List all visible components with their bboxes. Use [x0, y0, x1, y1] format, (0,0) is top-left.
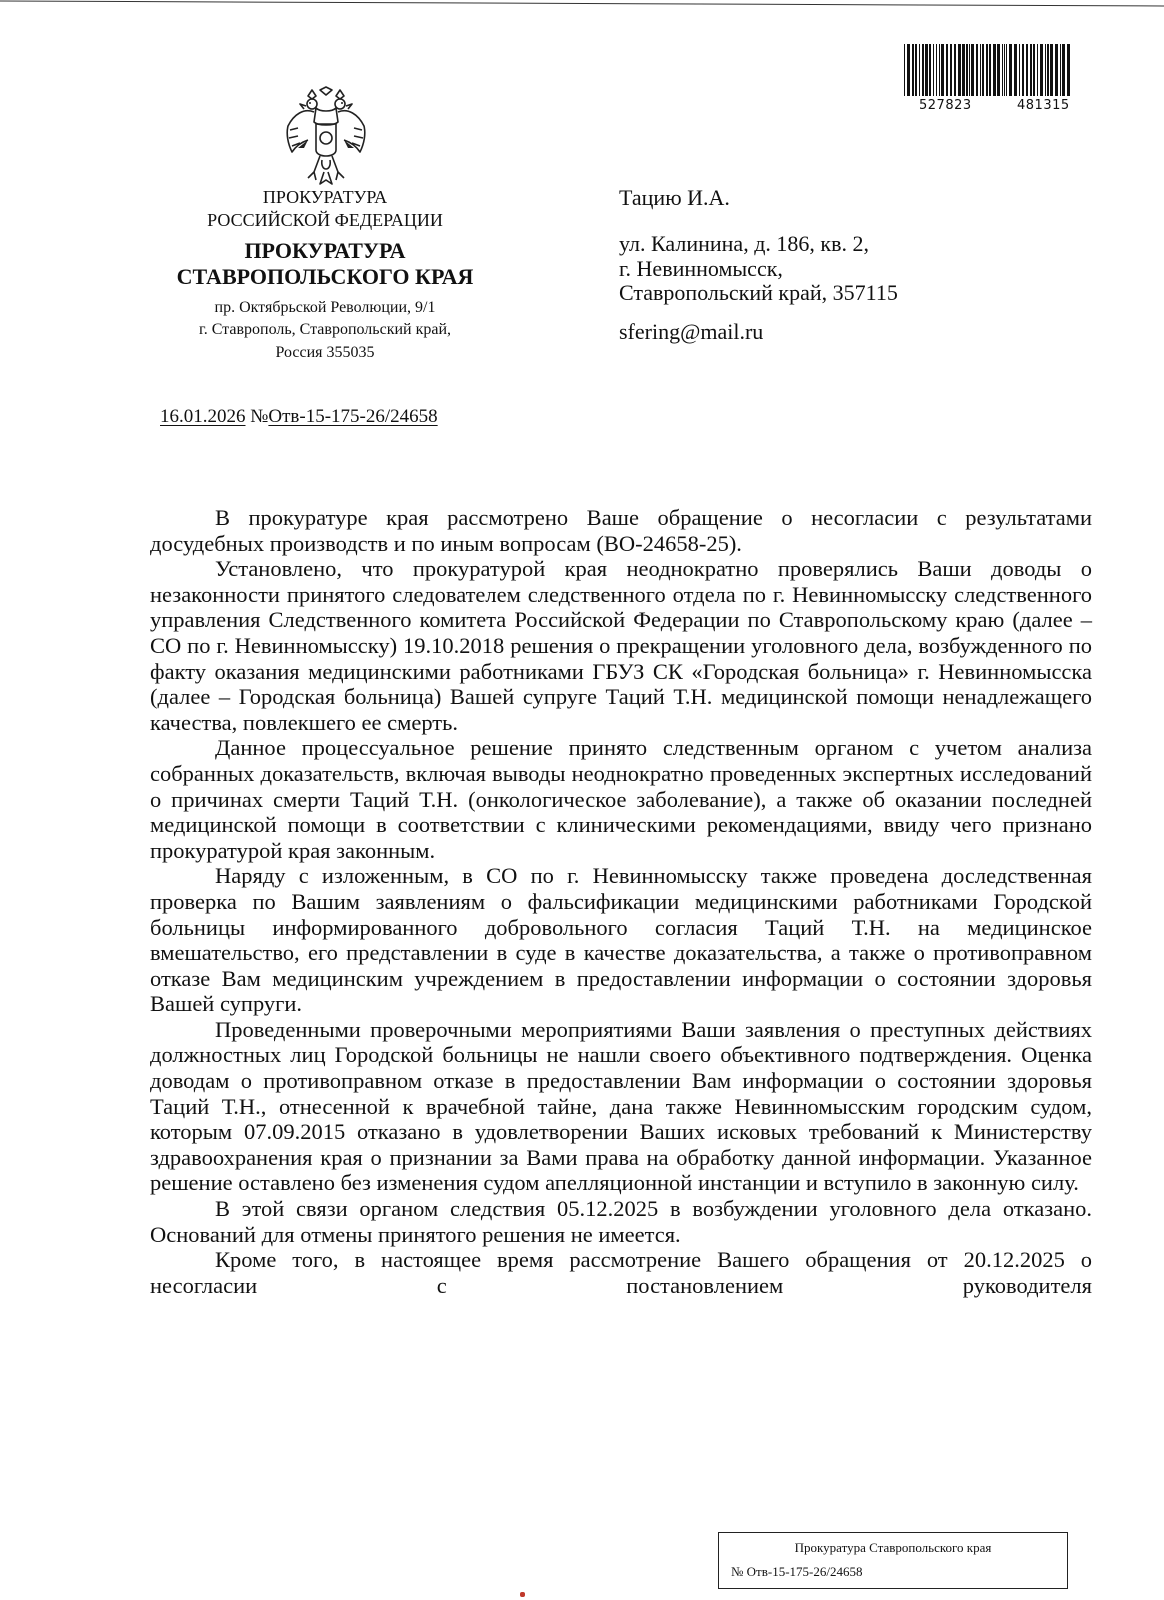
barcode [903, 44, 1073, 96]
sender-address [150, 297, 500, 364]
sender-header [150, 186, 500, 231]
sender-address-line-3: Россия 355035 [275, 343, 375, 361]
recipient-email: sfering@mail.ru [619, 319, 764, 344]
ink-mark [520, 1592, 525, 1597]
stamp-number-line [731, 1564, 862, 1580]
body-paragraph: В этой связи органом следствия 05.12.2025 в возбуждении уголовного дела отказано. Оснований для отмены принятого решения не имеется. [150, 1196, 1092, 1247]
recipient-address-line-1: ул. Калинина, д. 186, кв. 2, [619, 231, 869, 256]
sender-name [150, 238, 500, 291]
body-paragraph: Проведенными проверочными мероприятиями Ваши заявления о преступных действиях должностных лиц Городской больницы не нашли своего объективного подтверждения. Оценка доводам о противоправном отказе в предоставлении Вам информации о состоянии здоровья Таций Т.Н., отнесенной к врачебной тайне, дана также Невинномысским городским судом, которым 07.09.2015 отказано в удовлетворении Ваших исковых требований к Министерству здравоохранения края о признании за Вами права на обработку данной информации. Указанное решение оставлено без изменения судом апелляционной инстанции и вступило в законную силу. [150, 1016, 1092, 1196]
recipient-name: Тацию И.А. [619, 185, 730, 210]
document-date: 16.01.2026 [160, 406, 246, 427]
double-headed-eagle-emblem-icon [280, 86, 372, 190]
scan-edge-line [0, 0, 1164, 8]
barcode-number-left: 527823 [919, 98, 972, 113]
recipient-address-line-3: Ставропольский край, 357115 [619, 280, 898, 306]
letter-body [150, 505, 1092, 1298]
registration-stamp [718, 1532, 1068, 1589]
stamp-number: Отв-15-175-26/24658 [746, 1564, 863, 1579]
sender-line-2: РОССИЙСКОЙ ФЕДЕРАЦИИ [207, 209, 443, 230]
barcode-number-right: 481315 [1017, 98, 1070, 113]
document-number: Отв-15-175-26/24658 [268, 406, 438, 427]
recipient-address [619, 232, 898, 306]
document-date-number [160, 406, 438, 428]
stamp-organization: Прокуратура Ставропольского края [794, 1540, 992, 1555]
sender-address-line-2: г. Ставрополь, Ставропольский край, [198, 321, 452, 339]
body-paragraph: Кроме того, в настоящее время рассмотрение Вашего обращения от 20.12.2025 о несогласии с постановлением руководителя [150, 1247, 1092, 1298]
body-paragraph: В прокуратуре края рассмотрено Ваше обращение о несогласии с результатами досудебных производств и по иным вопросам (ВО-24658-25). [150, 505, 1092, 556]
stamp-number-sign: № [731, 1564, 744, 1579]
sender-name-line-2: СТАВРОПОЛЬСКОГО КРАЯ [176, 264, 474, 290]
body-paragraph: Данное процессуальное решение принято следственным органом с учетом анализа собранных доказательств, включая выводы неоднократно проведенных экспертных исследований о причинах смерти Таций Т.Н. (онкологическое заболевание), а также об оказании последней медицинской помощи в соответствии с клиническими рекомендациями, ввиду чего признано прокуратурой края законным. [150, 735, 1092, 863]
body-paragraph: Установлено, что прокуратурой края неоднократно проверялись Ваши доводы о незаконности принятого следователем следственного отдела по г. Невинномысску следственного управления Следственного комитета Российской Федерации по Ставропольскому краю (далее – СО по г. Невинномысску) 19.10.2018 решения о прекращении уголовного дела, возбужденного по факту оказания медицинскими работниками ГБУЗ СК «Городская больница» г. Невинномысска (далее – Городская больница) Вашей супруге Таций Т.Н. медицинской помощи ненадлежащего качества, повлекшего ее смерть. [150, 556, 1092, 735]
document-number-sign: № [250, 406, 269, 427]
recipient-address-line-2: г. Невинномысск, [619, 255, 783, 281]
sender-line-1: ПРОКУРАТУРА [262, 187, 388, 207]
sender-address-line-1: пр. Октябрьской Революции, 9/1 [214, 299, 436, 316]
body-paragraph: Наряду с изложенным, в СО по г. Невинномысску также проведена доследственная проверка по Вашим заявлениям о фальсификации медицинскими работниками Городской больницы информированного добровольного согласия Таций Т.Н. на медицинское вмешательство, его представлении в суде в качестве доказательства, а также о противоправном отказе Вам медицинским учреждением в предоставлении информации о состоянии здоровья Вашей супруги. [150, 863, 1092, 1017]
sender-name-line-1: ПРОКУРАТУРА [244, 238, 406, 263]
